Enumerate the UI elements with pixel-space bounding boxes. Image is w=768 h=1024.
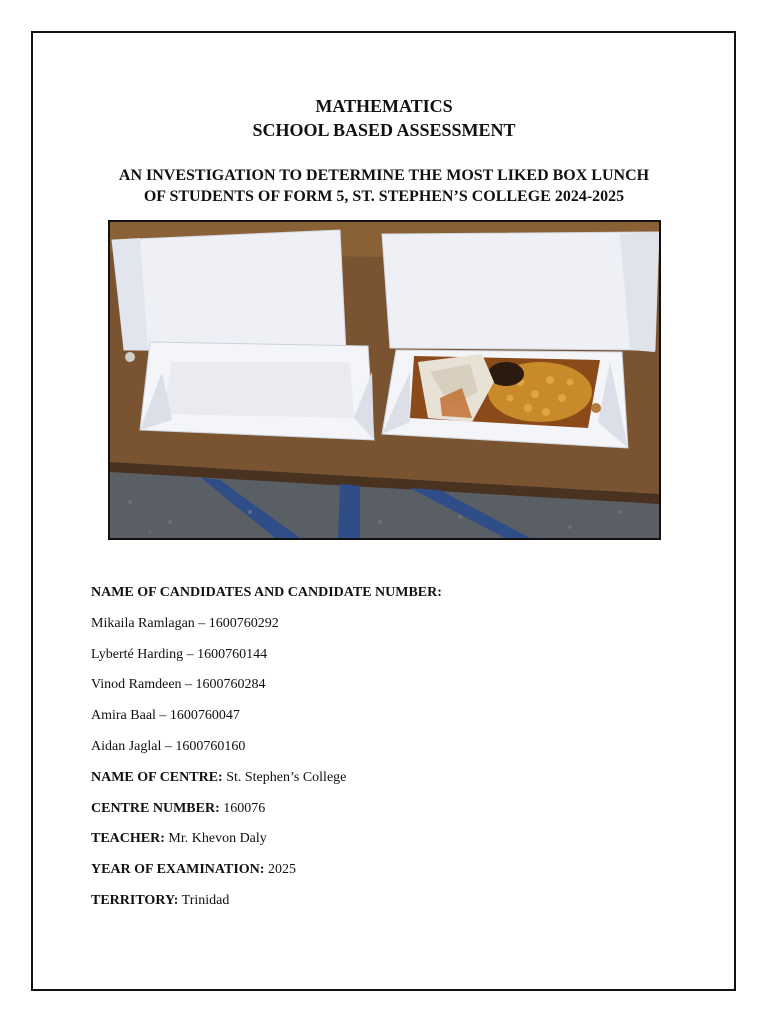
centre-name-label: NAME OF CENTRE: [91, 769, 223, 785]
candidate-item: Lyberté Harding – 1600760144 [91, 646, 268, 662]
teacher [91, 829, 691, 860]
candidates-heading: NAME OF CANDIDATES AND CANDIDATE NUMBER: [91, 585, 442, 600]
subject-title: MATHEMATICS [315, 96, 453, 116]
territory-value: Trinidad [178, 892, 230, 908]
centre-number-label: CENTRE NUMBER: [91, 800, 220, 816]
centre-name [91, 768, 691, 799]
assessment-title: SCHOOL BASED ASSESSMENT [252, 120, 516, 140]
box-lunch-photo [108, 220, 661, 540]
year-value: 2025 [264, 862, 296, 878]
investigation-title [0, 165, 768, 207]
year-label: YEAR OF EXAMINATION: [91, 862, 265, 878]
candidate-item: Vinod Ramdeen – 1600760284 [91, 677, 266, 693]
candidate-item: Aidan Jaglal – 1600760160 [91, 738, 246, 754]
investigation-title-line-1: AN INVESTIGATION TO DETERMINE THE MOST LIKED BOX LUNCH [118, 167, 650, 184]
box-lunch-illustration [110, 222, 659, 538]
teacher-label: TEACHER: [91, 831, 165, 847]
candidate-item: Amira Baal – 1600760047 [91, 708, 240, 724]
candidate-item: Mikaila Ramlagan – 1600760292 [91, 615, 279, 631]
candidate-information [91, 583, 691, 922]
title-block [0, 94, 768, 142]
centre-number-value: 160076 [219, 800, 266, 816]
investigation-title-line-2: OF STUDENTS OF FORM 5, ST. STEPHEN’S COLLEGE 2024-2025 [143, 188, 625, 205]
territory [91, 891, 691, 922]
centre-name-value: St. Stephen’s College [222, 769, 347, 785]
territory-label: TERRITORY: [91, 892, 179, 908]
year-of-examination [91, 860, 691, 891]
centre-number [91, 799, 691, 830]
teacher-value: Mr. Khevon Daly [164, 831, 267, 847]
